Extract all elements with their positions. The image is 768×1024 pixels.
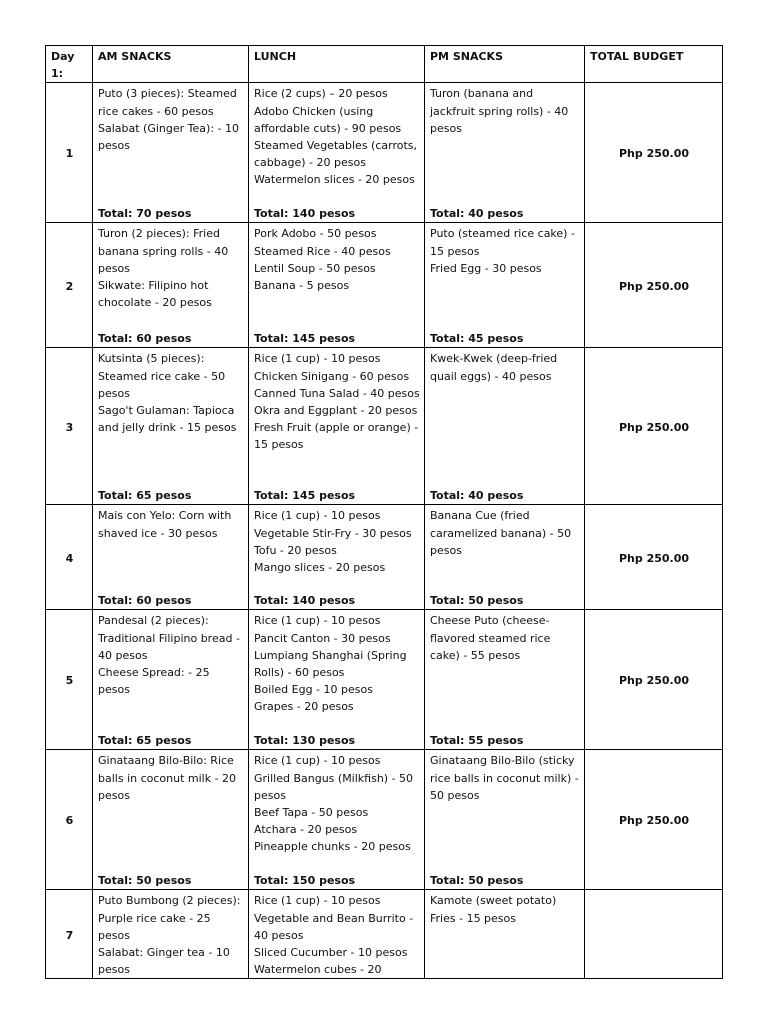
pm-snacks-cell (425, 610, 585, 750)
am-snacks-cell (93, 83, 249, 223)
am-snacks-cell (93, 223, 249, 348)
total-budget: Php 250.00 (585, 610, 723, 750)
table-row (46, 223, 723, 348)
meal-item: Watermelon slices - 20 pesos (254, 173, 415, 187)
lunch-items (254, 612, 420, 715)
header-lunch: LUNCH (249, 46, 425, 83)
meal-item: Adobo Chicken (using affordable cuts) - 90 pesos (254, 104, 402, 135)
day-number: 2 (46, 223, 93, 348)
am-items (98, 892, 244, 978)
lunch-cell (249, 348, 425, 505)
meal-item: Steamed Rice - 40 pesos (254, 244, 391, 258)
am-items (98, 612, 244, 698)
header-row (46, 46, 723, 83)
meal-item: Watermelon cubes - 20 (254, 963, 382, 977)
meal-item: Vegetable Stir-Fry - 30 pesos (254, 526, 412, 540)
meal-item: Atchara - 20 pesos (254, 823, 358, 837)
meal-item: Mango slices - 20 pesos (254, 561, 386, 575)
meal-item: Beef Tapa - 50 pesos (254, 806, 369, 820)
meal-item: Fried Egg - 30 pesos (430, 261, 542, 275)
am-items (98, 752, 244, 804)
meal-item: Grilled Bangus (Milkfish) - 50 pesos (254, 771, 414, 802)
total-budget: Php 250.00 (585, 505, 723, 610)
lunch-total: Total: 140 pesos (254, 594, 356, 608)
meal-item: Okra and Eggplant - 20 pesos (254, 404, 418, 418)
am-total: Total: 65 pesos (98, 489, 192, 503)
pm-items (430, 225, 580, 277)
meal-item: Lentil Soup - 50 pesos (254, 261, 376, 275)
day-number: 5 (46, 610, 93, 750)
pm-snacks-cell (425, 890, 585, 979)
meal-item: Mais con Yelo: Corn with shaved ice - 30 pesos (98, 509, 232, 540)
meal-item: Sago't Gulaman: Tapioca and jelly drink - 15 pesos (98, 404, 237, 435)
lunch-items (254, 350, 420, 453)
lunch-cell (249, 223, 425, 348)
pm-items (430, 752, 580, 804)
meal-item: Canned Tuna Salad - 40 pesos (254, 386, 420, 400)
meal-plan-table (45, 45, 723, 979)
lunch-cell (249, 83, 425, 223)
meal-item: Kutsinta (5 pieces): Steamed rice cake - 50 pesos (98, 352, 226, 400)
am-total: Total: 70 pesos (98, 207, 192, 221)
am-total: Total: 50 pesos (98, 874, 192, 888)
meal-item: Ginataang Bilo-Bilo (sticky rice balls in coconut milk) - 50 pesos (430, 754, 579, 802)
table-row (46, 505, 723, 610)
pm-items (430, 507, 580, 559)
am-snacks-cell (93, 890, 249, 979)
lunch-total: Total: 150 pesos (254, 874, 356, 888)
pm-total: Total: 50 pesos (430, 594, 524, 608)
meal-item: Fresh Fruit (apple or orange) - 15 pesos (254, 421, 419, 452)
meal-item: Turon (banana and jackfruit spring rolls) - 40 pesos (430, 87, 569, 135)
table-row (46, 750, 723, 890)
day-number: 7 (46, 890, 93, 979)
am-total: Total: 60 pesos (98, 332, 192, 346)
am-items (98, 85, 244, 154)
am-items (98, 225, 244, 311)
meal-item: Pandesal (2 pieces): Traditional Filipino bread - 40 pesos (98, 614, 240, 662)
meal-item: Pork Adobo - 50 pesos (254, 227, 377, 241)
meal-item: Cheese Puto (cheese-flavored steamed rice cake) - 55 pesos (430, 614, 551, 662)
meal-item: Banana Cue (fried caramelized banana) - 50 pesos (430, 509, 572, 557)
meal-item: Puto (steamed rice cake) - 15 pesos (430, 227, 575, 258)
meal-item: Rice (1 cup) - 10 pesos (254, 894, 381, 908)
total-budget: Php 250.00 (585, 750, 723, 890)
lunch-items (254, 507, 420, 576)
lunch-cell (249, 505, 425, 610)
table-row (46, 890, 723, 979)
pm-items (430, 892, 580, 926)
pm-total: Total: 40 pesos (430, 207, 524, 221)
lunch-total: Total: 130 pesos (254, 734, 356, 748)
pm-total: Total: 45 pesos (430, 332, 524, 346)
meal-item: Puto (3 pieces): Steamed rice cakes - 60 pesos (98, 87, 237, 118)
meal-item: Sikwate: Filipino hot chocolate - 20 pesos (98, 279, 212, 310)
total-budget: Php 250.00 (585, 223, 723, 348)
pm-snacks-cell (425, 505, 585, 610)
pm-items (430, 612, 580, 664)
total-budget: Php 250.00 (585, 348, 723, 505)
meal-item: Steamed Vegetables (carrots, cabbage) - 20 pesos (254, 139, 418, 170)
am-total: Total: 60 pesos (98, 594, 192, 608)
lunch-total: Total: 145 pesos (254, 489, 356, 503)
table-row (46, 348, 723, 505)
am-items (98, 350, 244, 436)
lunch-total: Total: 145 pesos (254, 332, 356, 346)
am-items (98, 507, 244, 541)
meal-item: Vegetable and Bean Burrito - 40 pesos (254, 911, 414, 942)
table-row (46, 610, 723, 750)
meal-item: Chicken Sinigang - 60 pesos (254, 369, 410, 383)
day-number: 4 (46, 505, 93, 610)
lunch-items (254, 892, 420, 978)
meal-item: Lumpiang Shanghai (Spring Rolls) - 60 pesos (254, 648, 407, 680)
meal-item: Cheese Spread: - 25 pesos (98, 666, 210, 697)
lunch-items (254, 752, 420, 855)
lunch-total: Total: 140 pesos (254, 207, 356, 221)
day-number: 6 (46, 750, 93, 890)
meal-item: Salabat: Ginger tea - 10 pesos (98, 946, 230, 977)
meal-item: Salabat (Ginger Tea): - 10 pesos (98, 121, 239, 153)
total-budget (585, 890, 723, 979)
pm-total: Total: 55 pesos (430, 734, 524, 748)
lunch-cell (249, 750, 425, 890)
header-pm-snacks: PM SNACKS (425, 46, 585, 83)
pm-snacks-cell (425, 348, 585, 505)
am-total: Total: 65 pesos (98, 734, 192, 748)
meal-item: Rice (1 cup) - 10 pesos (254, 352, 381, 366)
pm-total: Total: 50 pesos (430, 874, 524, 888)
lunch-cell (249, 610, 425, 750)
am-snacks-cell (93, 348, 249, 505)
pm-items (430, 350, 580, 384)
day-number: 1 (46, 83, 93, 223)
meal-item: Turon (2 pieces): Fried banana spring rolls - 40 pesos (98, 227, 229, 275)
am-snacks-cell (93, 750, 249, 890)
meal-item: Banana - 5 pesos (254, 279, 350, 293)
day-number: 3 (46, 348, 93, 505)
pm-snacks-cell (425, 750, 585, 890)
pm-total: Total: 40 pesos (430, 489, 524, 503)
meal-item: Rice (1 cup) - 10 pesos (254, 509, 381, 523)
pm-items (430, 85, 580, 137)
table-row (46, 83, 723, 223)
pm-snacks-cell (425, 83, 585, 223)
lunch-cell (249, 890, 425, 979)
meal-item: Ginataang Bilo-Bilo: Rice balls in coconut milk - 20 pesos (98, 754, 237, 802)
lunch-items (254, 225, 420, 294)
header-total-budget: TOTAL BUDGET (585, 46, 723, 83)
meal-item: Grapes - 20 pesos (254, 700, 354, 714)
meal-item: Kamote (sweet potato) Fries - 15 pesos (430, 894, 557, 925)
meal-item: Tofu - 20 pesos (254, 543, 337, 557)
am-snacks-cell (93, 505, 249, 610)
am-snacks-cell (93, 610, 249, 750)
lunch-items (254, 85, 420, 188)
meal-item: Rice (2 cups) – 20 pesos (254, 87, 388, 101)
meal-item: Pineapple chunks - 20 pesos (254, 840, 411, 854)
meal-item: Sliced Cucumber - 10 pesos (254, 946, 408, 960)
meal-item: Rice (1 cup) - 10 pesos (254, 754, 381, 768)
total-budget: Php 250.00 (585, 83, 723, 223)
header-day: Day 1: (46, 46, 93, 83)
pm-snacks-cell (425, 223, 585, 348)
header-am-snacks: AM SNACKS (93, 46, 249, 83)
meal-item: Boiled Egg - 10 pesos (254, 683, 373, 697)
meal-item: Puto Bumbong (2 pieces): Purple rice cake - 25 pesos (98, 894, 241, 942)
meal-item: Pancit Canton - 30 pesos (254, 631, 391, 645)
meal-item: Rice (1 cup) - 10 pesos (254, 614, 381, 628)
meal-item: Kwek-Kwek (deep-fried quail eggs) - 40 pesos (430, 352, 558, 383)
